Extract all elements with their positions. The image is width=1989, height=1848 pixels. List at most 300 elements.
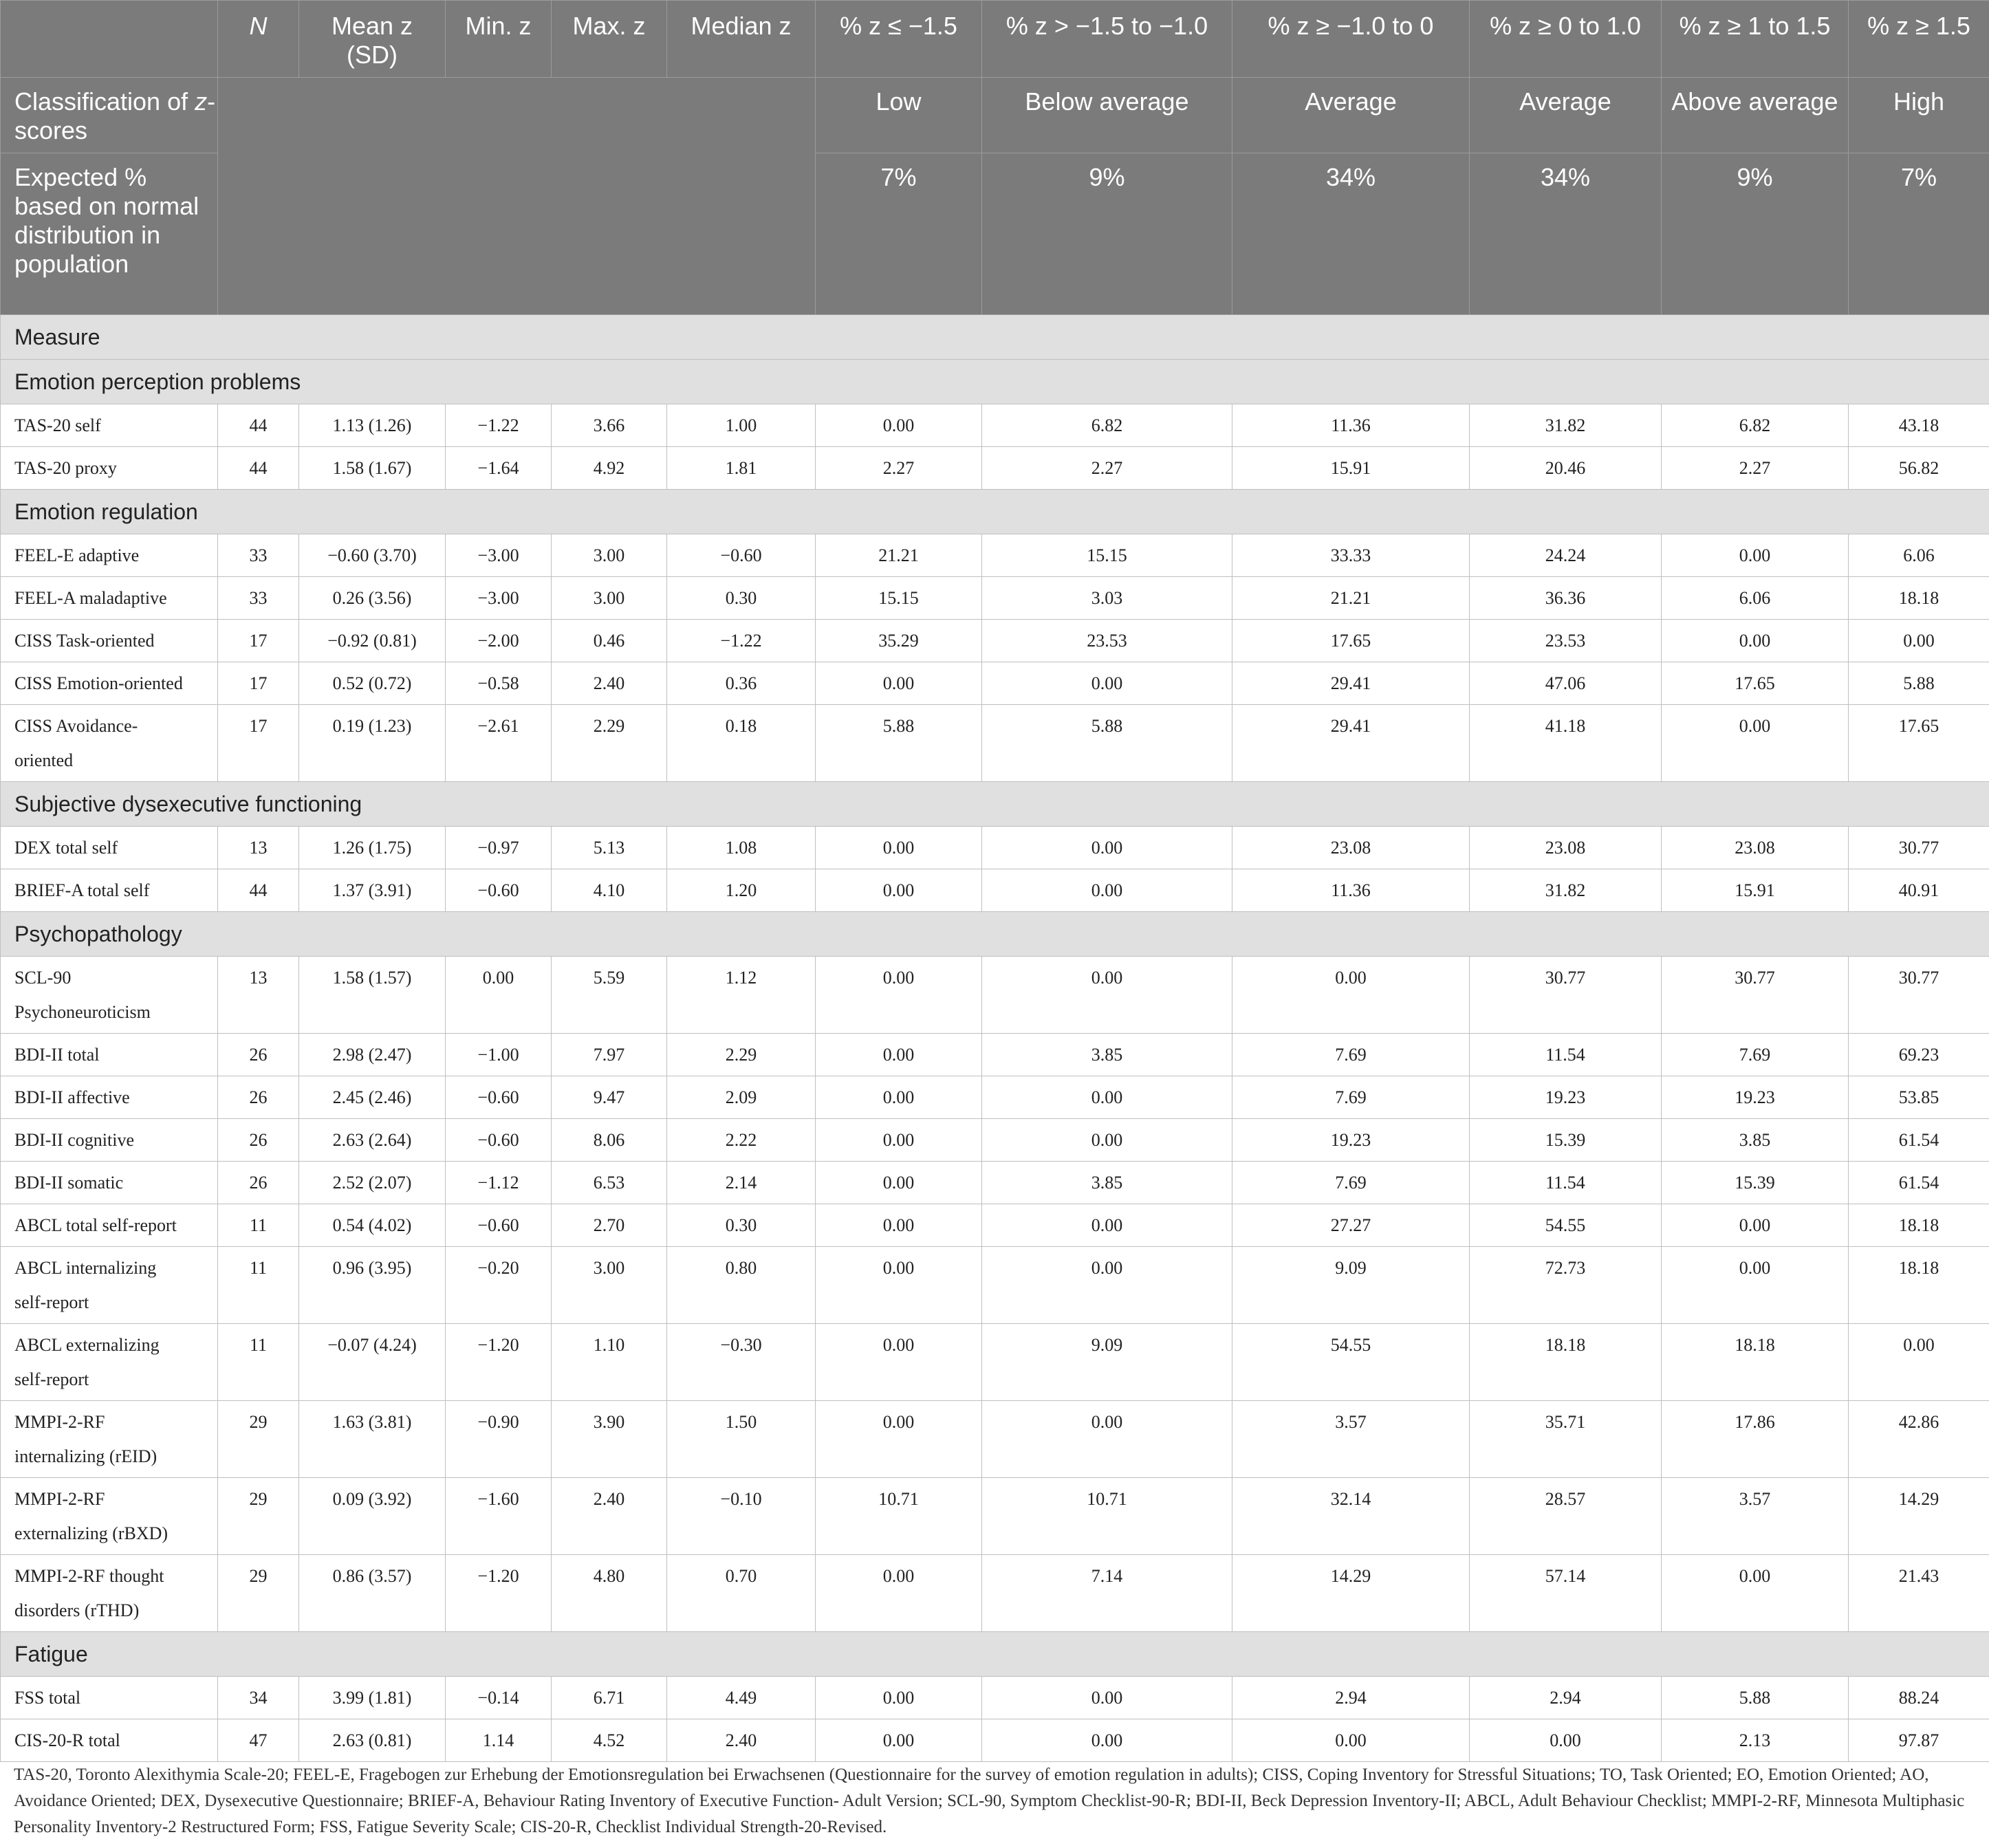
measure-name-cell: MMPI-2-RF internalizing (rEID) bbox=[1, 1401, 218, 1478]
section-header-row bbox=[1, 490, 1989, 534]
value-cell: 2.40 bbox=[552, 662, 667, 705]
value-cell: 29 bbox=[218, 1478, 299, 1555]
value-cell: 1.26 (1.75) bbox=[299, 827, 446, 869]
value-cell: 5.13 bbox=[552, 827, 667, 869]
value-cell: 36.36 bbox=[1470, 577, 1662, 620]
value-cell: 2.94 bbox=[1232, 1677, 1470, 1719]
value-cell: 30.77 bbox=[1849, 827, 1989, 869]
value-cell: 2.09 bbox=[667, 1076, 816, 1119]
header-pct-below-avg: % z > −1.5 to −1.0 bbox=[982, 1, 1232, 78]
value-cell: 2.13 bbox=[1662, 1719, 1849, 1762]
value-cell: −0.60 bbox=[446, 869, 552, 912]
value-cell: 0.30 bbox=[667, 577, 816, 620]
value-cell: 0.00 bbox=[1232, 957, 1470, 1034]
header-pct-low: % z ≤ −1.5 bbox=[816, 1, 982, 78]
value-cell: 6.82 bbox=[982, 404, 1232, 447]
measure-name-cell: ABCL total self-report bbox=[1, 1204, 218, 1247]
table-row bbox=[1, 1034, 1989, 1076]
value-cell: 3.57 bbox=[1232, 1401, 1470, 1478]
value-cell: 29.41 bbox=[1232, 662, 1470, 705]
value-cell: 17 bbox=[218, 662, 299, 705]
value-cell: 11.36 bbox=[1232, 404, 1470, 447]
value-cell: 0.36 bbox=[667, 662, 816, 705]
value-cell: 0.46 bbox=[552, 620, 667, 662]
value-cell: 11.54 bbox=[1470, 1034, 1662, 1076]
value-cell: 23.08 bbox=[1662, 827, 1849, 869]
table-row bbox=[1, 705, 1989, 782]
value-cell: −0.14 bbox=[446, 1677, 552, 1719]
value-cell: 19.23 bbox=[1470, 1076, 1662, 1119]
table-row bbox=[1, 1119, 1989, 1162]
value-cell: 7.69 bbox=[1232, 1034, 1470, 1076]
value-cell: 0.00 bbox=[982, 1401, 1232, 1478]
value-cell: 0.00 bbox=[1662, 620, 1849, 662]
value-cell: 4.49 bbox=[667, 1677, 816, 1719]
value-cell: −1.64 bbox=[446, 447, 552, 490]
value-cell: 20.46 bbox=[1470, 447, 1662, 490]
value-cell: 0.00 bbox=[1662, 705, 1849, 782]
value-cell: 18.18 bbox=[1470, 1324, 1662, 1401]
value-cell: 0.00 bbox=[816, 1076, 982, 1119]
value-cell: 14.29 bbox=[1232, 1555, 1470, 1632]
value-cell: 18.18 bbox=[1849, 1204, 1989, 1247]
measure-name-cell: ABCL internalizing self-report bbox=[1, 1247, 218, 1324]
header-median: Median z bbox=[667, 1, 816, 78]
value-cell: −0.60 bbox=[446, 1076, 552, 1119]
value-cell: 0.18 bbox=[667, 705, 816, 782]
table-row bbox=[1, 1401, 1989, 1478]
value-cell: 32.14 bbox=[1232, 1478, 1470, 1555]
value-cell: 2.40 bbox=[667, 1719, 816, 1762]
measure-name-cell: CISS Task-oriented bbox=[1, 620, 218, 662]
value-cell: 0.30 bbox=[667, 1204, 816, 1247]
value-cell: 1.12 bbox=[667, 957, 816, 1034]
value-cell: 4.92 bbox=[552, 447, 667, 490]
expected-cell: 9% bbox=[1662, 153, 1849, 315]
value-cell: 8.06 bbox=[552, 1119, 667, 1162]
value-cell: 7.69 bbox=[1232, 1076, 1470, 1119]
value-cell: 0.96 (3.95) bbox=[299, 1247, 446, 1324]
value-cell: 0.26 (3.56) bbox=[299, 577, 446, 620]
value-cell: 2.14 bbox=[667, 1162, 816, 1204]
section-header-row bbox=[1, 360, 1989, 404]
table-row bbox=[1, 662, 1989, 705]
value-cell: 11.36 bbox=[1232, 869, 1470, 912]
value-cell: 0.00 bbox=[816, 404, 982, 447]
section-title: Psychopathology bbox=[1, 912, 1989, 957]
value-cell: 26 bbox=[218, 1034, 299, 1076]
classification-cell: High bbox=[1849, 78, 1989, 153]
value-cell: 3.57 bbox=[1662, 1478, 1849, 1555]
expected-cell: 7% bbox=[1849, 153, 1989, 315]
header-empty-block bbox=[218, 78, 816, 315]
value-cell: −0.97 bbox=[446, 827, 552, 869]
table-row bbox=[1, 1247, 1989, 1324]
measure-name-cell: BDI-II total bbox=[1, 1034, 218, 1076]
value-cell: 61.54 bbox=[1849, 1162, 1989, 1204]
value-cell: 2.70 bbox=[552, 1204, 667, 1247]
value-cell: 0.00 bbox=[816, 827, 982, 869]
value-cell: 2.27 bbox=[1662, 447, 1849, 490]
measure-name-cell: CISS Avoidance- oriented bbox=[1, 705, 218, 782]
value-cell: −1.22 bbox=[446, 404, 552, 447]
value-cell: −0.10 bbox=[667, 1478, 816, 1555]
value-cell: 2.94 bbox=[1470, 1677, 1662, 1719]
value-cell: 26 bbox=[218, 1119, 299, 1162]
value-cell: 1.63 (3.81) bbox=[299, 1401, 446, 1478]
value-cell: 15.39 bbox=[1662, 1162, 1849, 1204]
value-cell: 0.00 bbox=[1662, 534, 1849, 577]
classification-cell: Average bbox=[1232, 78, 1470, 153]
value-cell: 3.90 bbox=[552, 1401, 667, 1478]
measure-name-cell: TAS-20 proxy bbox=[1, 447, 218, 490]
measure-name-cell: ABCL externalizing self-report bbox=[1, 1324, 218, 1401]
value-cell: 21.21 bbox=[1232, 577, 1470, 620]
value-cell: 2.29 bbox=[667, 1034, 816, 1076]
value-cell: 18.18 bbox=[1662, 1324, 1849, 1401]
header-mean: Mean z (SD) bbox=[299, 1, 446, 78]
header-max: Max. z bbox=[552, 1, 667, 78]
measure-name-cell: CIS-20-R total bbox=[1, 1719, 218, 1762]
table-footnote: TAS-20, Toronto Alexithymia Scale-20; FEEL-E, Fragebogen zur Erhebung der Emotionsregulation bei Erwachsenen (Questionnaire for the survey of emotion regulation in adults); CISS, Coping Inventory for Stressful Situations; TO, Task Oriented; EO, Emotion Oriented; AO, Avoidance Oriented; DEX, Dysexecutive Questionnaire; BRIEF-A, Behaviour Rating Inventory of Executive Function- Adult Version; SCL-90, Symptom Checklist-90-R; BDI-II, Beck Depression Inventory-II; ABCL, Adult Behaviour Checklist; MMPI-2-RF, Minnesota Multiphasic Personality Inventory-2 Restructured Form; FSS, Fatigue Severity Scale; CIS-20-R, Checklist Individual Strength-20-Revised. bbox=[14, 1765, 1965, 1836]
value-cell: 3.85 bbox=[1662, 1119, 1849, 1162]
value-cell: 30.77 bbox=[1662, 957, 1849, 1034]
value-cell: 21.43 bbox=[1849, 1555, 1989, 1632]
value-cell: 1.37 (3.91) bbox=[299, 869, 446, 912]
header-row-classification bbox=[1, 78, 1989, 153]
value-cell: 0.00 bbox=[982, 662, 1232, 705]
value-cell: 54.55 bbox=[1470, 1204, 1662, 1247]
value-cell: 0.00 bbox=[1662, 1247, 1849, 1324]
value-cell: 9.09 bbox=[1232, 1247, 1470, 1324]
header-pct-avg-high: % z ≥ 0 to 1.0 bbox=[1470, 1, 1662, 78]
value-cell: 19.23 bbox=[1662, 1076, 1849, 1119]
value-cell: −3.00 bbox=[446, 577, 552, 620]
value-cell: 29 bbox=[218, 1401, 299, 1478]
section-header-row bbox=[1, 912, 1989, 957]
classification-cell: Average bbox=[1470, 78, 1662, 153]
value-cell: 1.13 (1.26) bbox=[299, 404, 446, 447]
table-row bbox=[1, 1162, 1989, 1204]
value-cell: 23.53 bbox=[1470, 620, 1662, 662]
value-cell: 3.85 bbox=[982, 1034, 1232, 1076]
value-cell: 5.59 bbox=[552, 957, 667, 1034]
value-cell: 19.23 bbox=[1232, 1119, 1470, 1162]
value-cell: 47 bbox=[218, 1719, 299, 1762]
value-cell: 4.10 bbox=[552, 869, 667, 912]
value-cell: 0.09 (3.92) bbox=[299, 1478, 446, 1555]
value-cell: 47.06 bbox=[1470, 662, 1662, 705]
value-cell: 3.00 bbox=[552, 577, 667, 620]
value-cell: 27.27 bbox=[1232, 1204, 1470, 1247]
table-row bbox=[1, 869, 1989, 912]
value-cell: 24.24 bbox=[1470, 534, 1662, 577]
value-cell: −0.07 (4.24) bbox=[299, 1324, 446, 1401]
value-cell: 15.39 bbox=[1470, 1119, 1662, 1162]
value-cell: 2.52 (2.07) bbox=[299, 1162, 446, 1204]
measure-name-cell: DEX total self bbox=[1, 827, 218, 869]
value-cell: −0.60 (3.70) bbox=[299, 534, 446, 577]
value-cell: 40.91 bbox=[1849, 869, 1989, 912]
value-cell: 1.20 bbox=[667, 869, 816, 912]
table-row bbox=[1, 1324, 1989, 1401]
value-cell: 35.29 bbox=[816, 620, 982, 662]
value-cell: 6.53 bbox=[552, 1162, 667, 1204]
section-title: Fatigue bbox=[1, 1632, 1989, 1677]
value-cell: 2.98 (2.47) bbox=[299, 1034, 446, 1076]
value-cell: −1.00 bbox=[446, 1034, 552, 1076]
value-cell: 0.00 bbox=[1849, 620, 1989, 662]
value-cell: 72.73 bbox=[1470, 1247, 1662, 1324]
value-cell: 1.14 bbox=[446, 1719, 552, 1762]
table-row bbox=[1, 447, 1989, 490]
value-cell: 17.65 bbox=[1662, 662, 1849, 705]
value-cell: 97.87 bbox=[1849, 1719, 1989, 1762]
value-cell: 11 bbox=[218, 1247, 299, 1324]
value-cell: 44 bbox=[218, 404, 299, 447]
measure-name-cell: FSS total bbox=[1, 1677, 218, 1719]
measure-name-cell: BDI-II affective bbox=[1, 1076, 218, 1119]
header-pct-high: % z ≥ 1.5 bbox=[1849, 1, 1989, 78]
value-cell: −0.30 bbox=[667, 1324, 816, 1401]
value-cell: 88.24 bbox=[1849, 1677, 1989, 1719]
value-cell: 0.00 bbox=[816, 869, 982, 912]
expected-cell: 34% bbox=[1470, 153, 1662, 315]
value-cell: 35.71 bbox=[1470, 1401, 1662, 1478]
measure-name-cell: CISS Emotion-oriented bbox=[1, 662, 218, 705]
value-cell: 17.65 bbox=[1232, 620, 1470, 662]
value-cell: 15.15 bbox=[816, 577, 982, 620]
measure-name-cell: BDI-II cognitive bbox=[1, 1119, 218, 1162]
value-cell: −0.92 (0.81) bbox=[299, 620, 446, 662]
value-cell: 15.91 bbox=[1662, 869, 1849, 912]
value-cell: 2.63 (0.81) bbox=[299, 1719, 446, 1762]
value-cell: 0.00 bbox=[816, 1324, 982, 1401]
value-cell: 23.53 bbox=[982, 620, 1232, 662]
value-cell: 15.15 bbox=[982, 534, 1232, 577]
value-cell: 34 bbox=[218, 1677, 299, 1719]
value-cell: 4.52 bbox=[552, 1719, 667, 1762]
value-cell: 0.00 bbox=[816, 1204, 982, 1247]
value-cell: 0.00 bbox=[982, 1247, 1232, 1324]
value-cell: 29.41 bbox=[1232, 705, 1470, 782]
value-cell: 44 bbox=[218, 869, 299, 912]
measure-name-cell: BDI-II somatic bbox=[1, 1162, 218, 1204]
value-cell: 10.71 bbox=[982, 1478, 1232, 1555]
value-cell: 5.88 bbox=[1662, 1677, 1849, 1719]
value-cell: 2.27 bbox=[816, 447, 982, 490]
value-cell: 0.00 bbox=[816, 1162, 982, 1204]
table-row bbox=[1, 1555, 1989, 1632]
value-cell: 69.23 bbox=[1849, 1034, 1989, 1076]
value-cell: 18.18 bbox=[1849, 1247, 1989, 1324]
value-cell: −0.60 bbox=[667, 534, 816, 577]
measure-name-cell: MMPI-2-RF externalizing (rBXD) bbox=[1, 1478, 218, 1555]
measure-row bbox=[1, 315, 1989, 360]
value-cell: 0.00 bbox=[982, 1719, 1232, 1762]
value-cell: 9.09 bbox=[982, 1324, 1232, 1401]
table-row bbox=[1, 1076, 1989, 1119]
value-cell: 61.54 bbox=[1849, 1119, 1989, 1162]
classification-label: Classification of z-scores bbox=[1, 78, 218, 153]
value-cell: 3.03 bbox=[982, 577, 1232, 620]
value-cell: 6.71 bbox=[552, 1677, 667, 1719]
section-header-row bbox=[1, 1632, 1989, 1677]
value-cell: 0.00 bbox=[1662, 1555, 1849, 1632]
value-cell: 3.99 (1.81) bbox=[299, 1677, 446, 1719]
measure-name-cell: MMPI-2-RF thought disorders (rTHD) bbox=[1, 1555, 218, 1632]
value-cell: 0.00 bbox=[982, 957, 1232, 1034]
value-cell: 0.00 bbox=[816, 1677, 982, 1719]
value-cell: 26 bbox=[218, 1076, 299, 1119]
measure-name-cell: BRIEF-A total self bbox=[1, 869, 218, 912]
value-cell: −1.60 bbox=[446, 1478, 552, 1555]
value-cell: 0.19 (1.23) bbox=[299, 705, 446, 782]
value-cell: 6.82 bbox=[1662, 404, 1849, 447]
value-cell: 0.00 bbox=[816, 1555, 982, 1632]
table-row bbox=[1, 827, 1989, 869]
value-cell: 17 bbox=[218, 705, 299, 782]
value-cell: 18.18 bbox=[1849, 577, 1989, 620]
value-cell: 0.00 bbox=[1662, 1204, 1849, 1247]
header-pct-avg-low: % z ≥ −1.0 to 0 bbox=[1232, 1, 1470, 78]
classification-cell: Below average bbox=[982, 78, 1232, 153]
value-cell: 0.00 bbox=[982, 869, 1232, 912]
value-cell: 17.86 bbox=[1662, 1401, 1849, 1478]
value-cell: 0.70 bbox=[667, 1555, 816, 1632]
value-cell: 0.00 bbox=[982, 1677, 1232, 1719]
table-row bbox=[1, 1204, 1989, 1247]
table-row bbox=[1, 404, 1989, 447]
measure-label: Measure bbox=[1, 315, 1989, 360]
measure-name-cell: TAS-20 self bbox=[1, 404, 218, 447]
measure-name-cell: FEEL-A maladaptive bbox=[1, 577, 218, 620]
value-cell: 33.33 bbox=[1232, 534, 1470, 577]
table-row bbox=[1, 1719, 1989, 1762]
value-cell: 2.40 bbox=[552, 1478, 667, 1555]
value-cell: 6.06 bbox=[1662, 577, 1849, 620]
value-cell: 23.08 bbox=[1470, 827, 1662, 869]
value-cell: −1.22 bbox=[667, 620, 816, 662]
value-cell: 7.69 bbox=[1232, 1162, 1470, 1204]
header-row-columns bbox=[1, 1, 1989, 78]
table-row bbox=[1, 1677, 1989, 1719]
value-cell: 0.00 bbox=[982, 1204, 1232, 1247]
value-cell: 0.00 bbox=[816, 957, 982, 1034]
value-cell: 3.00 bbox=[552, 534, 667, 577]
table-body bbox=[1, 315, 1989, 1762]
value-cell: 42.86 bbox=[1849, 1401, 1989, 1478]
value-cell: 28.57 bbox=[1470, 1478, 1662, 1555]
section-title: Subjective dysexecutive functioning bbox=[1, 782, 1989, 827]
value-cell: 43.18 bbox=[1849, 404, 1989, 447]
value-cell: −1.20 bbox=[446, 1555, 552, 1632]
value-cell: 0.00 bbox=[982, 1119, 1232, 1162]
value-cell: 7.14 bbox=[982, 1555, 1232, 1632]
value-cell: 5.88 bbox=[1849, 662, 1989, 705]
value-cell: 14.29 bbox=[1849, 1478, 1989, 1555]
value-cell: 0.00 bbox=[816, 1119, 982, 1162]
value-cell: 11.54 bbox=[1470, 1162, 1662, 1204]
value-cell: −1.12 bbox=[446, 1162, 552, 1204]
value-cell: 0.00 bbox=[1232, 1719, 1470, 1762]
value-cell: 15.91 bbox=[1232, 447, 1470, 490]
value-cell: 1.08 bbox=[667, 827, 816, 869]
value-cell: 11 bbox=[218, 1204, 299, 1247]
value-cell: 54.55 bbox=[1232, 1324, 1470, 1401]
measure-name-cell: FEEL-E adaptive bbox=[1, 534, 218, 577]
value-cell: 10.71 bbox=[816, 1478, 982, 1555]
value-cell: 1.50 bbox=[667, 1401, 816, 1478]
header-n: N bbox=[218, 1, 299, 78]
value-cell: 11 bbox=[218, 1324, 299, 1401]
value-cell: 2.27 bbox=[982, 447, 1232, 490]
value-cell: 1.58 (1.57) bbox=[299, 957, 446, 1034]
value-cell: −0.20 bbox=[446, 1247, 552, 1324]
value-cell: −0.60 bbox=[446, 1119, 552, 1162]
value-cell: 53.85 bbox=[1849, 1076, 1989, 1119]
expected-cell: 9% bbox=[982, 153, 1232, 315]
value-cell: 0.00 bbox=[1470, 1719, 1662, 1762]
value-cell: 31.82 bbox=[1470, 404, 1662, 447]
value-cell: 57.14 bbox=[1470, 1555, 1662, 1632]
value-cell: 3.66 bbox=[552, 404, 667, 447]
table-row bbox=[1, 1478, 1989, 1555]
expected-cell: 34% bbox=[1232, 153, 1470, 315]
header-blank bbox=[1, 1, 218, 78]
value-cell: 7.97 bbox=[552, 1034, 667, 1076]
value-cell: 1.58 (1.67) bbox=[299, 447, 446, 490]
value-cell: 1.81 bbox=[667, 447, 816, 490]
value-cell: 21.21 bbox=[816, 534, 982, 577]
value-cell: 0.00 bbox=[816, 1034, 982, 1076]
value-cell: 30.77 bbox=[1470, 957, 1662, 1034]
value-cell: 0.00 bbox=[816, 1247, 982, 1324]
value-cell: −3.00 bbox=[446, 534, 552, 577]
value-cell: 6.06 bbox=[1849, 534, 1989, 577]
value-cell: 2.29 bbox=[552, 705, 667, 782]
value-cell: −1.20 bbox=[446, 1324, 552, 1401]
classification-cell: Above average bbox=[1662, 78, 1849, 153]
table-row bbox=[1, 577, 1989, 620]
value-cell: 2.45 (2.46) bbox=[299, 1076, 446, 1119]
value-cell: 0.00 bbox=[1849, 1324, 1989, 1401]
value-cell: −0.58 bbox=[446, 662, 552, 705]
value-cell: 1.00 bbox=[667, 404, 816, 447]
value-cell: 0.00 bbox=[816, 1401, 982, 1478]
value-cell: 30.77 bbox=[1849, 957, 1989, 1034]
expected-cell: 7% bbox=[816, 153, 982, 315]
section-title: Emotion regulation bbox=[1, 490, 1989, 534]
classification-cell: Low bbox=[816, 78, 982, 153]
expected-label: Expected % based on normal distribution in population bbox=[1, 153, 218, 315]
value-cell: 0.52 (0.72) bbox=[299, 662, 446, 705]
value-cell: 31.82 bbox=[1470, 869, 1662, 912]
value-cell: 26 bbox=[218, 1162, 299, 1204]
value-cell: 3.85 bbox=[982, 1162, 1232, 1204]
section-title: Emotion perception problems bbox=[1, 360, 1989, 404]
header-pct-above-avg: % z ≥ 1 to 1.5 bbox=[1662, 1, 1849, 78]
value-cell: 56.82 bbox=[1849, 447, 1989, 490]
value-cell: 0.80 bbox=[667, 1247, 816, 1324]
table-header bbox=[1, 1, 1989, 315]
header-min: Min. z bbox=[446, 1, 552, 78]
value-cell: 0.00 bbox=[816, 662, 982, 705]
value-cell: −0.60 bbox=[446, 1204, 552, 1247]
value-cell: 2.22 bbox=[667, 1119, 816, 1162]
table-row bbox=[1, 957, 1989, 1034]
value-cell: 0.54 (4.02) bbox=[299, 1204, 446, 1247]
